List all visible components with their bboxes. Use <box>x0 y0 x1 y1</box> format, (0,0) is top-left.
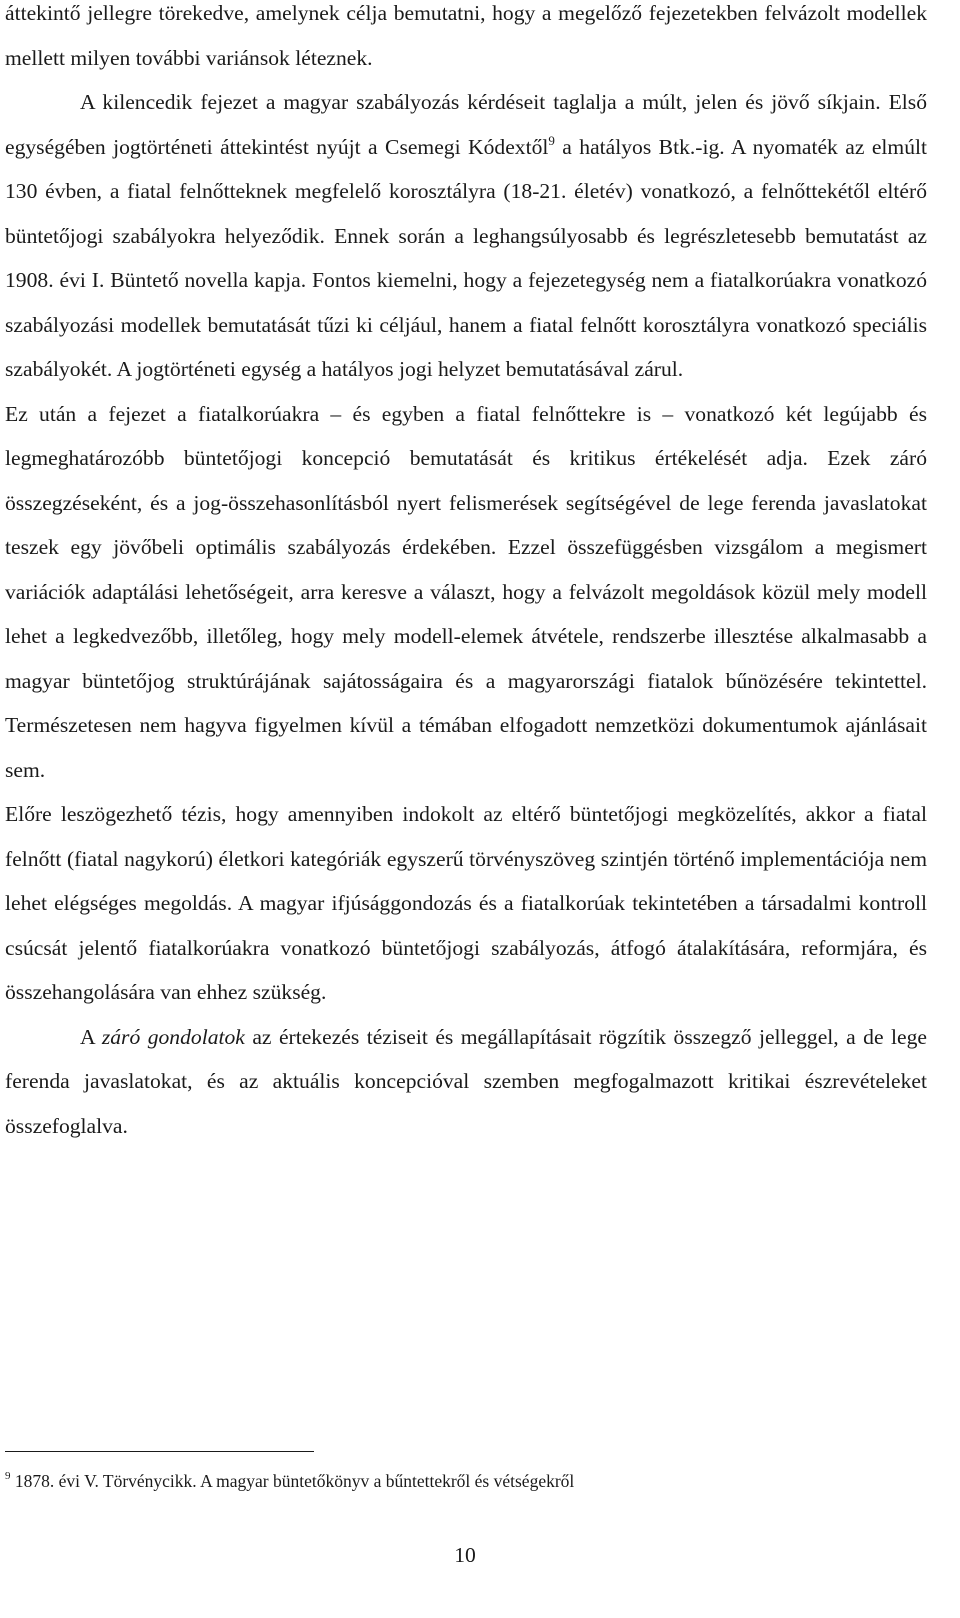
text-run: áttekintő jellegre törekedve, amelynek célja bemutatni, hogy a megelőző fejezetekben felvázolt modellek mellett milyen további variánsok léteznek. <box>5 1 927 70</box>
text-run: A kilencedik fejezet a magyar szabályozás kérdéseit taglalja a múlt, jelen és jövő síkjain. Első egységében jogtörténeti áttekintést nyújt a Csemegi Kódextől <box>5 90 927 159</box>
text-run: Előre leszögezhető tézis, hogy amennyiben indokolt az eltérő büntetőjogi megközelítés, akkor a fiatal felnőtt (fiatal nagykorú) életkori kategóriák egyszerű törvényszöveg szintjén történő implementációja nem lehet elégséges megoldás. A magyar ifjúsággondozás és a fiatalkorúak tekintetében a társadalmi kontroll csúcsát jelentő fiatalkorúakra vonatkozó büntetőjogi szabályozás, átfogó átalakítására, reformjára, és összehangolására van ehhez szükség. <box>5 802 927 1004</box>
paragraph <box>5 0 927 80</box>
paragraph <box>5 792 927 1015</box>
text-run: A <box>80 1024 102 1049</box>
paragraph <box>5 1015 927 1149</box>
text-run: Ez után a fejezet a fiatalkorúakra – és egyben a fiatal felnőttekre is – vonatkozó két legújabb és legmeghatározóbb büntetőjogi koncepció bemutatását és kritikus értékelését adja. Ezek záró összegzéseként, és a jog-összehasonlításból nyert felismerések segítségével de lege ferenda javaslatokat teszek egy jövőbeli optimális szabályozás érdekében. Ezzel összefüggésben vizsgálom a megismert variációk adaptálási lehetőségeit, arra keresve a választ, hogy a felvázolt megoldások közül mely modell lehet a legkedvezőbb, illetőleg, hogy mely modell-elemek átvétele, rendszerbe illesztése alkalmasabb a magyar büntetőjog struktúrájának sajátosságaira és a magyarországi fiatalok bűnözésére tekintettel. Természetesen nem hagyva figyelmen kívül a témában elfogadott nemzetközi dokumentumok ajánlásait sem. <box>5 401 927 782</box>
page-number: 10 <box>454 1543 476 1567</box>
text-run: az értekezés téziseit és megállapításait rögzítik összegző jelleggel, a de lege ferenda javaslatokat, és az aktuális koncepcióval szemben megfogalmazott kritikai észrevételeket összefoglalva. <box>5 1024 927 1138</box>
paragraph <box>5 80 927 392</box>
footnote-text: 1878. évi V. Törvénycikk. A magyar büntetőkönyv a bűntettekről és vétségekről <box>10 1471 575 1491</box>
footnote-9 <box>5 1468 927 1494</box>
body-text <box>5 0 927 1148</box>
footnote-reference: 9 <box>548 132 555 148</box>
footnote-separator <box>5 1451 314 1452</box>
emphasized-text: záró gondolatok <box>101 1024 245 1049</box>
footnote-marker: 9 <box>5 1470 11 1482</box>
text-run: a hatályos Btk.-ig. A nyomaték az elmúlt 130 évben, a fiatal felnőtteknek megfelelő korosztályra (18-21. életév) vonatkozó, a felnőttekétől eltérő büntetőjogi szabályokra helyeződik. Ennek során a leghangsúlyosabb és legrészletesebb bemutatást az 1908. évi I. Büntető novella kapja. Fontos kiemelni, hogy a fejezetegység nem a fiatalkorúakra vonatkozó szabályozási modellek bemutatását tűzi ki céljául, hanem a fiatal felnőtt korosztályra vonatkozó speciális szabályokét. A jogtörténeti egység a hatályos jogi helyzet bemutatásával zárul. <box>5 134 927 381</box>
paragraph <box>5 392 927 793</box>
